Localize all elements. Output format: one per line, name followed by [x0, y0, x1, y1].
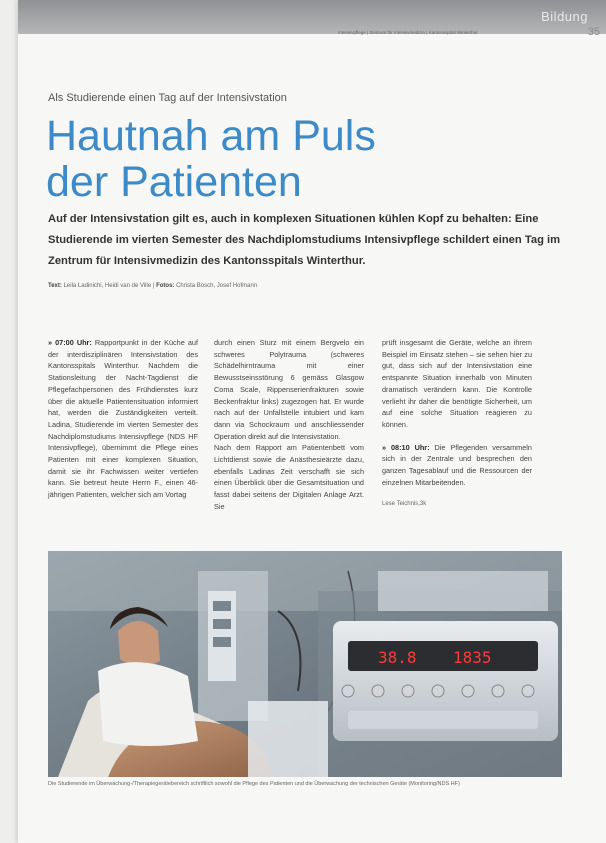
magazine-page [18, 0, 606, 843]
headline [46, 113, 446, 205]
paragraph-0810 [382, 442, 532, 489]
signature: Lese Teichnis,3k [382, 501, 427, 508]
section-label: Bildung [541, 9, 588, 24]
running-header: Intensivpflege | Zentrum für Intensivmedizin | Kantonsspital Winterthur [338, 30, 478, 35]
body-text: Die Pflegenden versammeln sich in der Zentrale und besprechen den ganzen Tagesablauf und die Ressourcen der einzelnen Mitarbeitenden. [382, 442, 532, 487]
body-text: prüft insgesamt die Geräte, welche an ihrem Beispiel im Einsatz stehen – sie sehen hier zu gut, dass sich auf der Intensivstation eine entspannte Situation innerhalb von Minuten dramatisch verändern kann. Die Kontrolle verlieht ihr daher die benötigte Sicherheit, um auf eine solche Situation reagieren zu können. [382, 338, 532, 429]
headline-line-2: der Patienten [46, 158, 302, 206]
body-text: Nach dem Rapport am Patientenbett vom Lichtdienst sowie die Anästhesieärzte dazu, ebenfalls Ladinas Zeit verschafft sie sich einen Überblick über die Gesamtsituation und fasst dabei seitens der Digitalen Anlage Arzt. Sie [214, 443, 364, 511]
credits: Text: Leila Ladinichi, Heidi van de Ville | Fotos: Christa Bosch, Josef Hofmann [48, 283, 258, 289]
credits-text: Leila Ladinichi, Heidi van de Ville [63, 283, 152, 289]
credits-foto-label: Fotos: [156, 283, 175, 289]
text-column-1 [48, 337, 198, 501]
text-column-3 [382, 337, 532, 511]
monitor-readout-left: 38.8 [378, 648, 417, 667]
timestamp-0810: » 08:10 Uhr: [382, 442, 430, 452]
headline-line-1: Hautnah am Puls [46, 112, 376, 160]
header-band [18, 0, 606, 34]
credits-foto: Christa Bosch, Josef Hofmann [176, 283, 258, 289]
text-column-2 [214, 337, 364, 513]
body-text: Rapportpunkt in der Küche auf der interdisziplinären Intensivstation des Kantonsspitals Winterthur. Nachdem die Stationsleitung der Nacht-Tagdienst die Pflegefachpersonen des Frühdienstes kurz über die aktuelle Patientensituation informiert hat, werden die Zuständigkeiten verteilt. Ladina, Studierende im vierten Semester des Nachdiplomstudiums Intensivpflege (NDS HF Intensivpflege), übernimmt die Pflege eines Patienten mit einer komplexen Situation, damit sie ihr Fachwissen weiter vertiefen kann. Sie betreut heute Herrn F., einen 46-jährigen Patienten, welcher sich am Vortag [48, 338, 199, 500]
credits-text-label: Text: [48, 283, 62, 289]
timestamp-0700: » 07:00 Uhr: [48, 338, 92, 347]
monitor-readout-right: 1835 [453, 648, 492, 667]
kicker: Als Studierende einen Tag auf der Intensivstation [48, 92, 287, 104]
icu-photo [48, 551, 562, 777]
page-number: 35 [587, 26, 600, 38]
lead-paragraph: Auf der Intensivstation gilt es, auch in komplexen Situationen kühlen Kopf zu behalten: Eine Studierende im vierten Semester des Nachdiplomstudiums Intensivpflege schildert einen Tag im Zentrum für Intensivmedizin des Kantonsspitals Winterthur. [48, 213, 561, 267]
body-text: durch einen Sturz mit einem Bergvelo ein schweres Polytrauma (schweres Schädelhirntrauma mit einer Bewusstseinsstörung 6 gemäss Glasgow Coma Scale, Rippenserienfrakturen sowie Beckenfraktur links) zugezogen hat. Er wurde nach auf der Unfallstelle intubiert und kam dann via Schockraum und anschliessender Operation direkt auf die Intensivstation. [214, 338, 364, 441]
photo-caption: Die Studierende im Überwachung-/Therapiegerätebereich schriftlich sowohl die Pflege des Patienten und die Überwachung der technischen Geräte (Monitoring/NDS HF) [48, 781, 460, 787]
